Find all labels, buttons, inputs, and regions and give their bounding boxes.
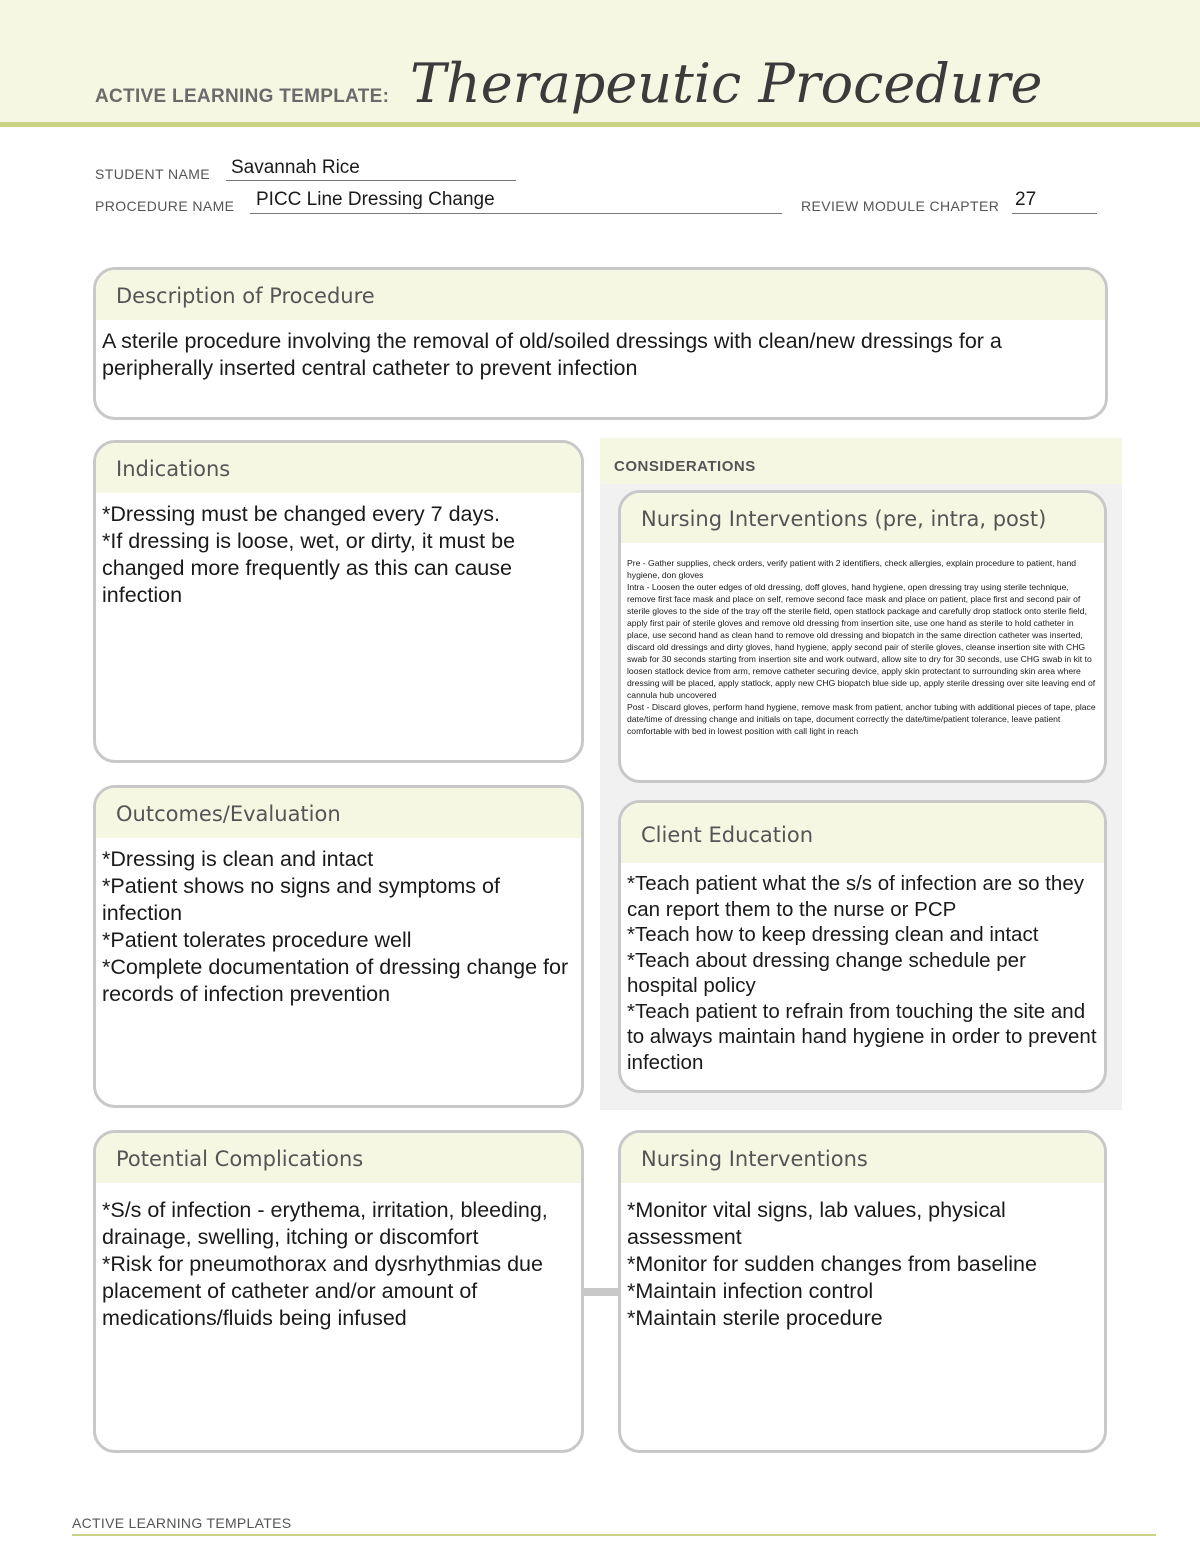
indications-header	[96, 443, 581, 493]
client-education-body	[621, 863, 1104, 1075]
description-title: Description of Procedure	[116, 284, 375, 308]
description-body	[96, 320, 1105, 382]
nursing-interventions-title: Nursing Interventions	[641, 1147, 868, 1171]
description-header	[96, 270, 1105, 320]
complications-title: Potential Complications	[116, 1147, 364, 1171]
list-item: *Dressing is clean and intact	[102, 847, 374, 871]
list-item: *Risk for pneumothorax and dysrhythmias due placement of catheter and/or amount of medications/fluids being infused	[102, 1252, 543, 1330]
outcomes-header	[96, 788, 581, 838]
indications-box	[93, 440, 584, 763]
list-item: *Teach patient to refrain from touching the site and to always maintain hand hygiene in order to prevent infection	[627, 999, 1097, 1074]
connector-bar	[582, 1288, 620, 1296]
nursing-pre-intra-post-title: Nursing Interventions (pre, intra, post)	[641, 507, 1047, 531]
procedure-name-line	[250, 213, 782, 214]
student-name-label: STUDENT NAME	[95, 166, 210, 182]
nursing-pre-intra-post-body	[621, 543, 1104, 737]
outcomes-title: Outcomes/Evaluation	[116, 802, 341, 826]
description-box	[93, 267, 1108, 420]
list-item: *Dressing must be changed every 7 days.	[102, 502, 500, 526]
student-name-value[interactable]: Savannah Rice	[231, 157, 360, 178]
list-item: *Maintain infection control	[627, 1279, 874, 1303]
considerations-label: CONSIDERATIONS	[614, 458, 756, 475]
list-item: *Patient shows no signs and symptoms of infection	[102, 874, 500, 925]
complications-box	[93, 1130, 584, 1453]
client-education-box	[618, 800, 1107, 1093]
outcomes-box	[93, 785, 584, 1108]
outcomes-body	[96, 838, 581, 1008]
footer-label: ACTIVE LEARNING TEMPLATES	[72, 1515, 292, 1531]
indications-title: Indications	[116, 457, 231, 481]
list-item: *Monitor vital signs, lab values, physical assessment	[627, 1198, 1006, 1249]
list-item: *Teach how to keep dressing clean and intact	[627, 923, 1039, 946]
header-rule	[0, 122, 1200, 127]
description-text: A sterile procedure involving the removal of old/soiled dressings with clean/new dressings for a peripherally inserted central catheter to prevent infection	[102, 329, 1002, 380]
list-item: *If dressing is loose, wet, or dirty, it must be changed more frequently as this can cause infection	[102, 529, 516, 607]
nursing-pre-intra-post-box	[618, 490, 1107, 783]
list-item: *Patient tolerates procedure well	[102, 928, 412, 952]
template-title: Therapeutic Procedure	[410, 52, 1043, 115]
nursing-interventions-body	[621, 1183, 1104, 1332]
procedure-name-value[interactable]: PICC Line Dressing Change	[256, 189, 495, 210]
nursing-post-text: Post - Discard gloves, perform hand hygiene, remove mask from patient, anchor tubing with additional pieces of tape, place date/time of dressing change and initials on tape, document correctly the date/time/patient tolerance, leave patient comfortable with bed in lowest position with call light in reach	[627, 702, 1096, 736]
list-item: *Teach patient what the s/s of infection are so they can report them to the nurse or PCP	[627, 872, 1084, 921]
review-module-value[interactable]: 27	[1015, 189, 1037, 210]
review-module-line	[1012, 213, 1097, 214]
nursing-interventions-box	[618, 1130, 1107, 1453]
procedure-name-label: PROCEDURE NAME	[95, 198, 235, 214]
list-item: *Monitor for sudden changes from baseline	[627, 1252, 1037, 1276]
nursing-interventions-header	[621, 1133, 1104, 1183]
nursing-pre-intra-post-header	[621, 493, 1104, 543]
review-module-label: REVIEW MODULE CHAPTER	[801, 198, 1000, 214]
list-item: *Maintain sterile procedure	[627, 1306, 883, 1330]
list-item: *Complete documentation of dressing change for records of infection prevention	[102, 955, 569, 1006]
student-name-line	[226, 180, 516, 181]
nursing-pre-text: Pre - Gather supplies, check orders, verify patient with 2 identifiers, check allergies, explain procedure to patient, hand hygiene, don gloves	[627, 558, 1077, 580]
indications-body	[96, 493, 581, 609]
list-item: *S/s of infection - erythema, irritation, bleeding, drainage, swelling, itching or discomfort	[102, 1198, 548, 1249]
footer-rule	[72, 1534, 1156, 1536]
template-label: ACTIVE LEARNING TEMPLATE:	[95, 86, 390, 107]
client-education-header	[621, 803, 1104, 863]
list-item: *Teach about dressing change schedule per hospital policy	[627, 948, 1026, 997]
nursing-intra-text: Intra - Loosen the outer edges of old dressing, doff gloves, hand hygiene, open dressing tray using sterile technique, remove first face mask and place on self, remove second face mask and place on patient, place first and second pair of sterile gloves to the side of the tray off the sterile field, open statlock package and carefully drop statlock onto sterile field, apply first pair of sterile gloves and remove old dressing from insertion site, use one hand as sterile to hold catheter in place, use second hand as clean hand to remove old dressing and biopatch in the same direction catheter was inserted, discard old dressings and dirty gloves, hand hygiene, apply second pair of sterile gloves, cleanse insertion site with CHG swab for 30 seconds starting from insertion site and work outward, allow site to dry for 30 seconds, use CHG swab in kit to loosen statlock device from arm, remove catheter securing device, apply skin protectant to surrounding skin area where dressing will be placed, apply statlock, apply new CHG biopatch blue side up, apply sterile dressing over site leaving end of cannula hub uncovered	[627, 582, 1096, 700]
client-education-title: Client Education	[641, 823, 814, 847]
complications-body	[96, 1183, 581, 1332]
complications-header	[96, 1133, 581, 1183]
